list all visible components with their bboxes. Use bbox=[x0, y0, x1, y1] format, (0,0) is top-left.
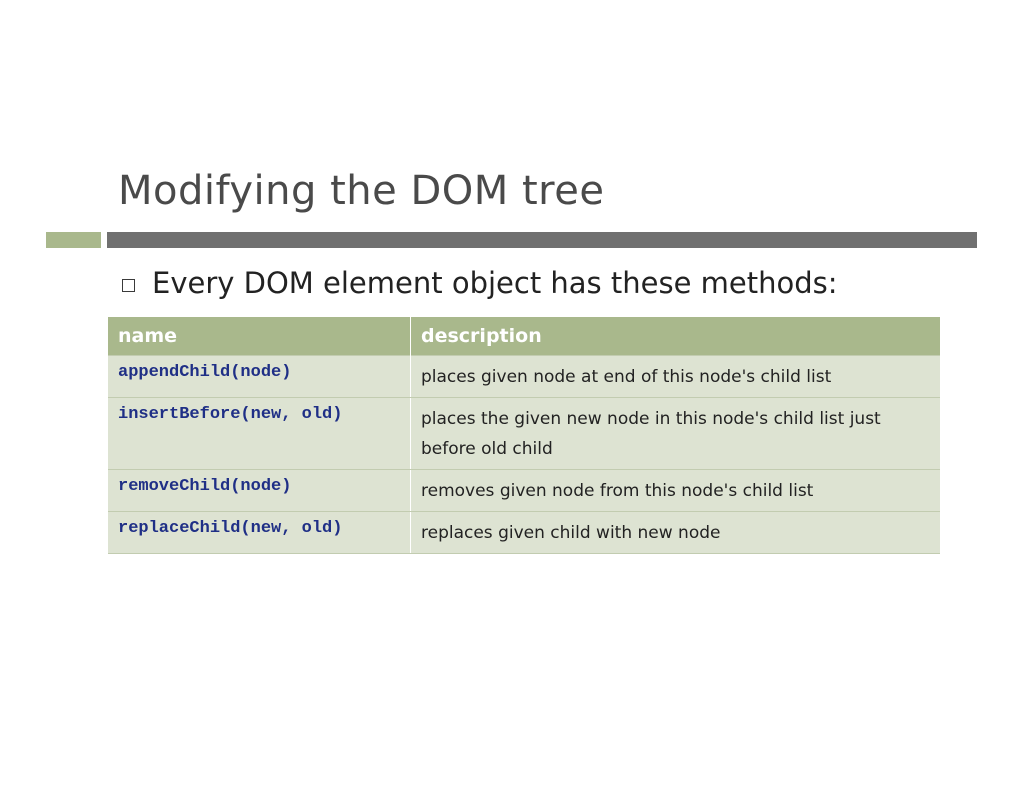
method-name: removeChild(node) bbox=[108, 470, 411, 512]
table-row bbox=[108, 398, 940, 470]
slide-title: Modifying the DOM tree bbox=[118, 168, 605, 214]
column-header-description: description bbox=[411, 317, 941, 356]
method-description: places the given new node in this node's child list just before old child bbox=[411, 398, 941, 470]
method-name: insertBefore(new, old) bbox=[108, 398, 411, 470]
table-header-row bbox=[108, 317, 940, 356]
column-header-name: name bbox=[108, 317, 411, 356]
bullet-item bbox=[122, 266, 838, 300]
bullet-text: Every DOM element object has these methods: bbox=[152, 266, 838, 300]
title-rule-accent bbox=[46, 232, 101, 248]
square-bullet-icon bbox=[122, 279, 135, 292]
methods-table bbox=[108, 317, 940, 554]
method-description: replaces given child with new node bbox=[411, 512, 941, 554]
table-row bbox=[108, 356, 940, 398]
method-description: places given node at end of this node's child list bbox=[411, 356, 941, 398]
method-name: replaceChild(new, old) bbox=[108, 512, 411, 554]
table-row bbox=[108, 470, 940, 512]
table-row bbox=[108, 512, 940, 554]
title-rule bbox=[107, 232, 977, 248]
method-name: appendChild(node) bbox=[108, 356, 411, 398]
method-description: removes given node from this node's child list bbox=[411, 470, 941, 512]
